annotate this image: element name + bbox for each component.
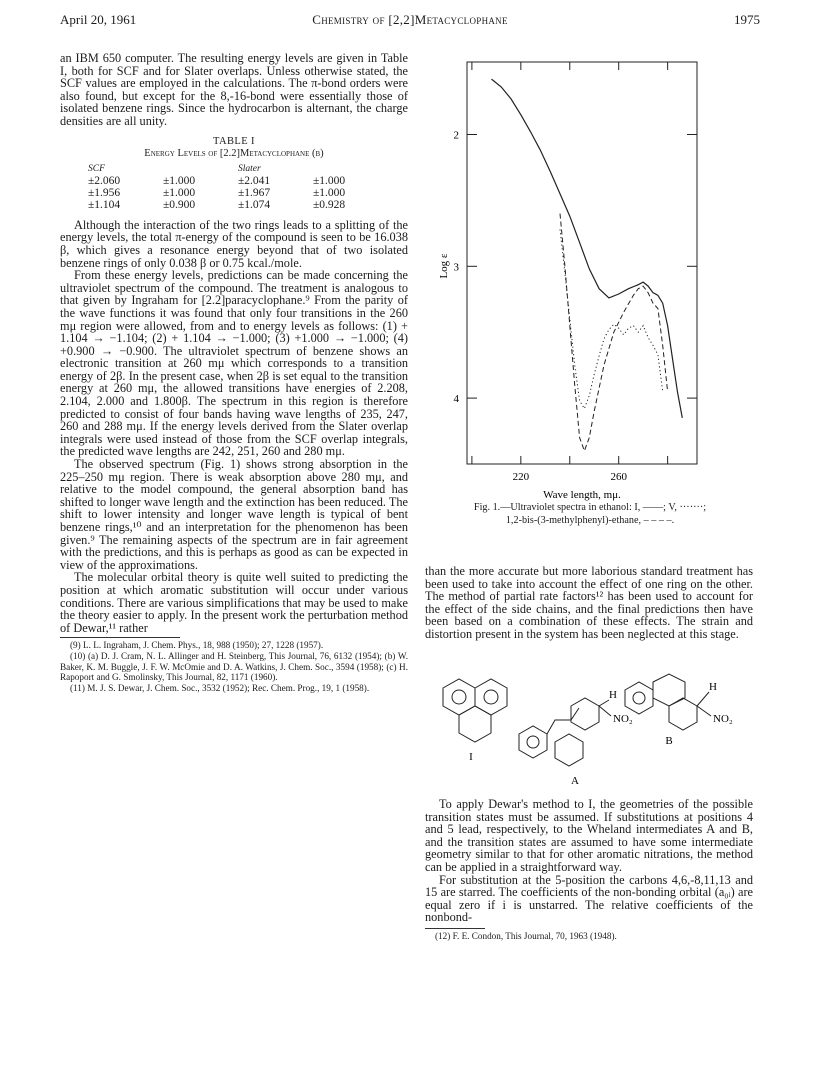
footnote-9: (9) L. L. Ingraham, J. Chem. Phys., 18, 988 (1950); 27, 1228 (1957). xyxy=(70,640,324,651)
paragraph-resonance-energy: Although the interaction of the two rings leads to a splitting of the energy levels, the total π-energy of the compound is seen to be 16.038 β, which gives a resonance energy beyond that of two isolated benzene rings of only 0.038 β or 0.75 kcal./mole. xyxy=(60,217,408,270)
y-tick-label: 3 xyxy=(453,261,459,274)
bond-NO2 xyxy=(599,706,611,716)
figure-caption-line1: Fig. 1.—Ultraviolet spectra in ethanol: I, ——; V, ·······; xyxy=(473,502,707,513)
table-cell: ±2.060 xyxy=(88,174,121,187)
table-cell: ±1.000 xyxy=(313,186,346,199)
table-cell: ±1.000 xyxy=(163,174,196,187)
plot-frame xyxy=(467,62,697,464)
footnote-12: (12) F. E. Condon, This Journal, 70, 1963 (1948). xyxy=(435,930,617,941)
figure-1 xyxy=(425,52,755,557)
table-header-scf: SCF xyxy=(88,163,105,174)
footnote-rule xyxy=(425,928,485,929)
ring-left xyxy=(519,726,547,758)
bridge xyxy=(547,708,579,734)
ring-upper xyxy=(443,679,475,715)
y-axis-label: Log ε xyxy=(438,253,450,279)
table-caption: Energy Levels of [2.2]Metacyclophane (β) xyxy=(144,148,324,160)
label-NO2-B: NO₂ xyxy=(713,713,733,725)
figure-caption-line2: 1,2-bis-(3-methylphenyl)-ethane, – – – –. xyxy=(505,515,675,526)
ring-circle xyxy=(484,690,498,704)
ring-circle xyxy=(633,692,645,704)
table-cell: ±1.000 xyxy=(313,174,346,187)
ring-upper-right xyxy=(475,679,507,715)
page-number: 1975 xyxy=(734,12,760,27)
ring-lower xyxy=(459,706,491,742)
paragraph-mo-theory: The molecular orbital theory is quite well suited to predicting the position at which aromatic substitution will occur under various conditions. There are various simplifications that may be used to make the theory easier to apply. In the present work the perturbation method of Dewar,¹¹ rather xyxy=(60,570,408,635)
left-column xyxy=(60,52,408,693)
label-H-B: H xyxy=(709,681,717,693)
table-cell: ±1.967 xyxy=(238,186,271,199)
table-row xyxy=(84,175,384,187)
label-A: A xyxy=(571,775,579,787)
label-H-A: H xyxy=(609,689,617,701)
label-NO2-A: NO₂ xyxy=(613,713,633,725)
paragraph-dewar-method: To apply Dewar's method to I, the geometries of the possible transition states must be assumed. If substitutions at positions 4 and 5 lead, respectively, to the Wheland intermediates A and B, and the transition states are assumed to have some intermediate geometry similar to that for other aromatic nitrations, the method can be applied in a straightforward way. xyxy=(425,797,753,874)
table-cell: ±1.074 xyxy=(238,198,271,211)
table-cell: ±2.041 xyxy=(238,174,271,187)
footnote-rule xyxy=(60,637,180,638)
table-title: TABLE I xyxy=(213,135,255,147)
footnote-10: (10) (a) D. J. Cram, N. L. Allinger and H. Steinberg, This Journal, 76, 6132 (1954); (b) W. Baker, K. M. Buggle, J. F. W. McOmie and D. A. Watkins, J. Chem. Soc., 3594 (1958); (c) H. Rapoport and G. Smolinsky, This Journal, 82, 1171 (1960). xyxy=(60,650,408,683)
x-axis-label: Wave length, mμ. xyxy=(543,489,621,501)
ring-bottom xyxy=(555,734,583,766)
table-cell: ±1.000 xyxy=(163,186,196,199)
table-cell: ±0.900 xyxy=(163,198,196,211)
y-tick-label: 2 xyxy=(453,129,459,142)
series-line-I xyxy=(492,79,683,418)
running-title: Chemistry of [2,2]Metacyclophane xyxy=(312,12,508,27)
x-tick-label: 220 xyxy=(512,471,530,483)
structures-diagram xyxy=(425,660,753,795)
table-cell: ±0.928 xyxy=(313,198,346,211)
ring-circle xyxy=(527,736,539,748)
table-header-slater: Slater xyxy=(238,163,261,174)
running-date: April 20, 1961 xyxy=(60,12,137,27)
paragraph-partial-rate: than the more accurate but more laborious standard treatment has been used to take into account the effect of one ring on the other. The method of partial rate factors¹² has been used to account for the effect of the side chains, and the final predictions then have been based on a combination of these effects. The strain and distortion present in the system has been neglected at this stage. xyxy=(425,564,753,641)
table-row xyxy=(84,199,384,211)
series-line-V xyxy=(560,229,663,408)
series-line-bis-methylphenyl-ethane xyxy=(560,214,668,451)
structure-A xyxy=(519,698,611,766)
ring-right xyxy=(669,698,697,730)
label-I: I xyxy=(469,751,473,763)
structure-B xyxy=(625,674,711,730)
table-cell: ±1.956 xyxy=(88,186,121,199)
paragraph-observed-spectrum: The observed spectrum (Fig. 1) shows strong absorption in the 225–250 mμ region. There is weak absorption above 280 mμ, and relative to the model compound, the general absorption band has shifted to longer wave length and the extinction has been reduced. The shift to lower intensity and longer wave length is typical of bent benzene rings,¹⁰ and an interpretation for the phenomenon has been given.⁹ The remaining aspects of the spectrum are in fair agreement with the predictions, and this is perhaps as good as can be expected in view of the approximations. xyxy=(60,457,408,572)
axis-ticks xyxy=(467,62,697,464)
bond-NO2 xyxy=(697,706,711,716)
x-tick-label: 260 xyxy=(610,471,627,483)
label-B: B xyxy=(665,735,673,747)
bond-H xyxy=(697,692,709,706)
table-header-row xyxy=(84,163,384,175)
table-row xyxy=(84,187,384,199)
ring-circle xyxy=(452,690,466,704)
paragraph-uv-predictions: From these energy levels, predictions can be made concerning the ultraviolet spectrum of the compound. The treatment is analogous to that given by Ingraham for [2.2]paracyclophane.⁹ From the parity of the wave functions it was found that only four transitions in the 260 mμ region were allowed, from and to energy levels as follows: (1) + 1.104 → −1.104; (2) + 1.104 → −1.000; (3) +1.000 → −1.000; (4) +0.900 → −0.900. The ultraviolet spectrum of benzene shows an electronic transition at 260 mμ which corresponds to a transition energy of 2β. In the present case, when 2β is set equal to the transition energy at 260 mμ, the allowed transitions have energies of 2.208, 2.104, 2.000 and 1.800β. The spectrum in this region is therefore predicted to consist of four bands having wave lengths of 235, 247, 260 and 288 mμ. If the energy levels derived from the Slater overlap integrals were used instead of those from the SCF overlap integrals, the predicted wave lengths are 242, 251, 260 and 280 mμ. xyxy=(60,268,408,459)
footnote-11: (11) M. J. S. Dewar, J. Chem. Soc., 3532 (1952); Rec. Chem. Prog., 19, 1 (1958). xyxy=(70,682,370,693)
energy-levels-table xyxy=(84,163,384,211)
paragraph-substitution: For substitution at the 5-position the carbons 4,6,-8,11,13 and 15 are starred. The coefficients of the non-bonding orbital (a₀ᵢ) are equal zero if i is unstarred. The relative coefficients of the nonbond- xyxy=(425,872,753,925)
ring-left xyxy=(625,682,653,714)
series-layer xyxy=(492,79,683,451)
right-column-bottom xyxy=(425,798,753,942)
bond-H xyxy=(599,700,609,706)
structure-I xyxy=(443,679,507,742)
ring-middle xyxy=(653,674,685,706)
y-tick-label: 4 xyxy=(453,393,459,406)
uv-spectrum-chart xyxy=(425,52,755,522)
tick-labels xyxy=(454,129,628,483)
paragraph-energy-levels: an IBM 650 computer. The resulting energy levels are given in Table I, both for SCF and for Slater overlaps. Unless otherwise stated, the SCF values are employed in the calculations. The π-bond orders were also found, but except for the 8,-16-bond were essentially those of isolated benzene rings. Since the hydrocarbon is alternant, the charge densities are all unity. xyxy=(60,51,408,128)
right-column-top xyxy=(425,565,753,641)
table-cell: ±1.104 xyxy=(88,198,121,211)
